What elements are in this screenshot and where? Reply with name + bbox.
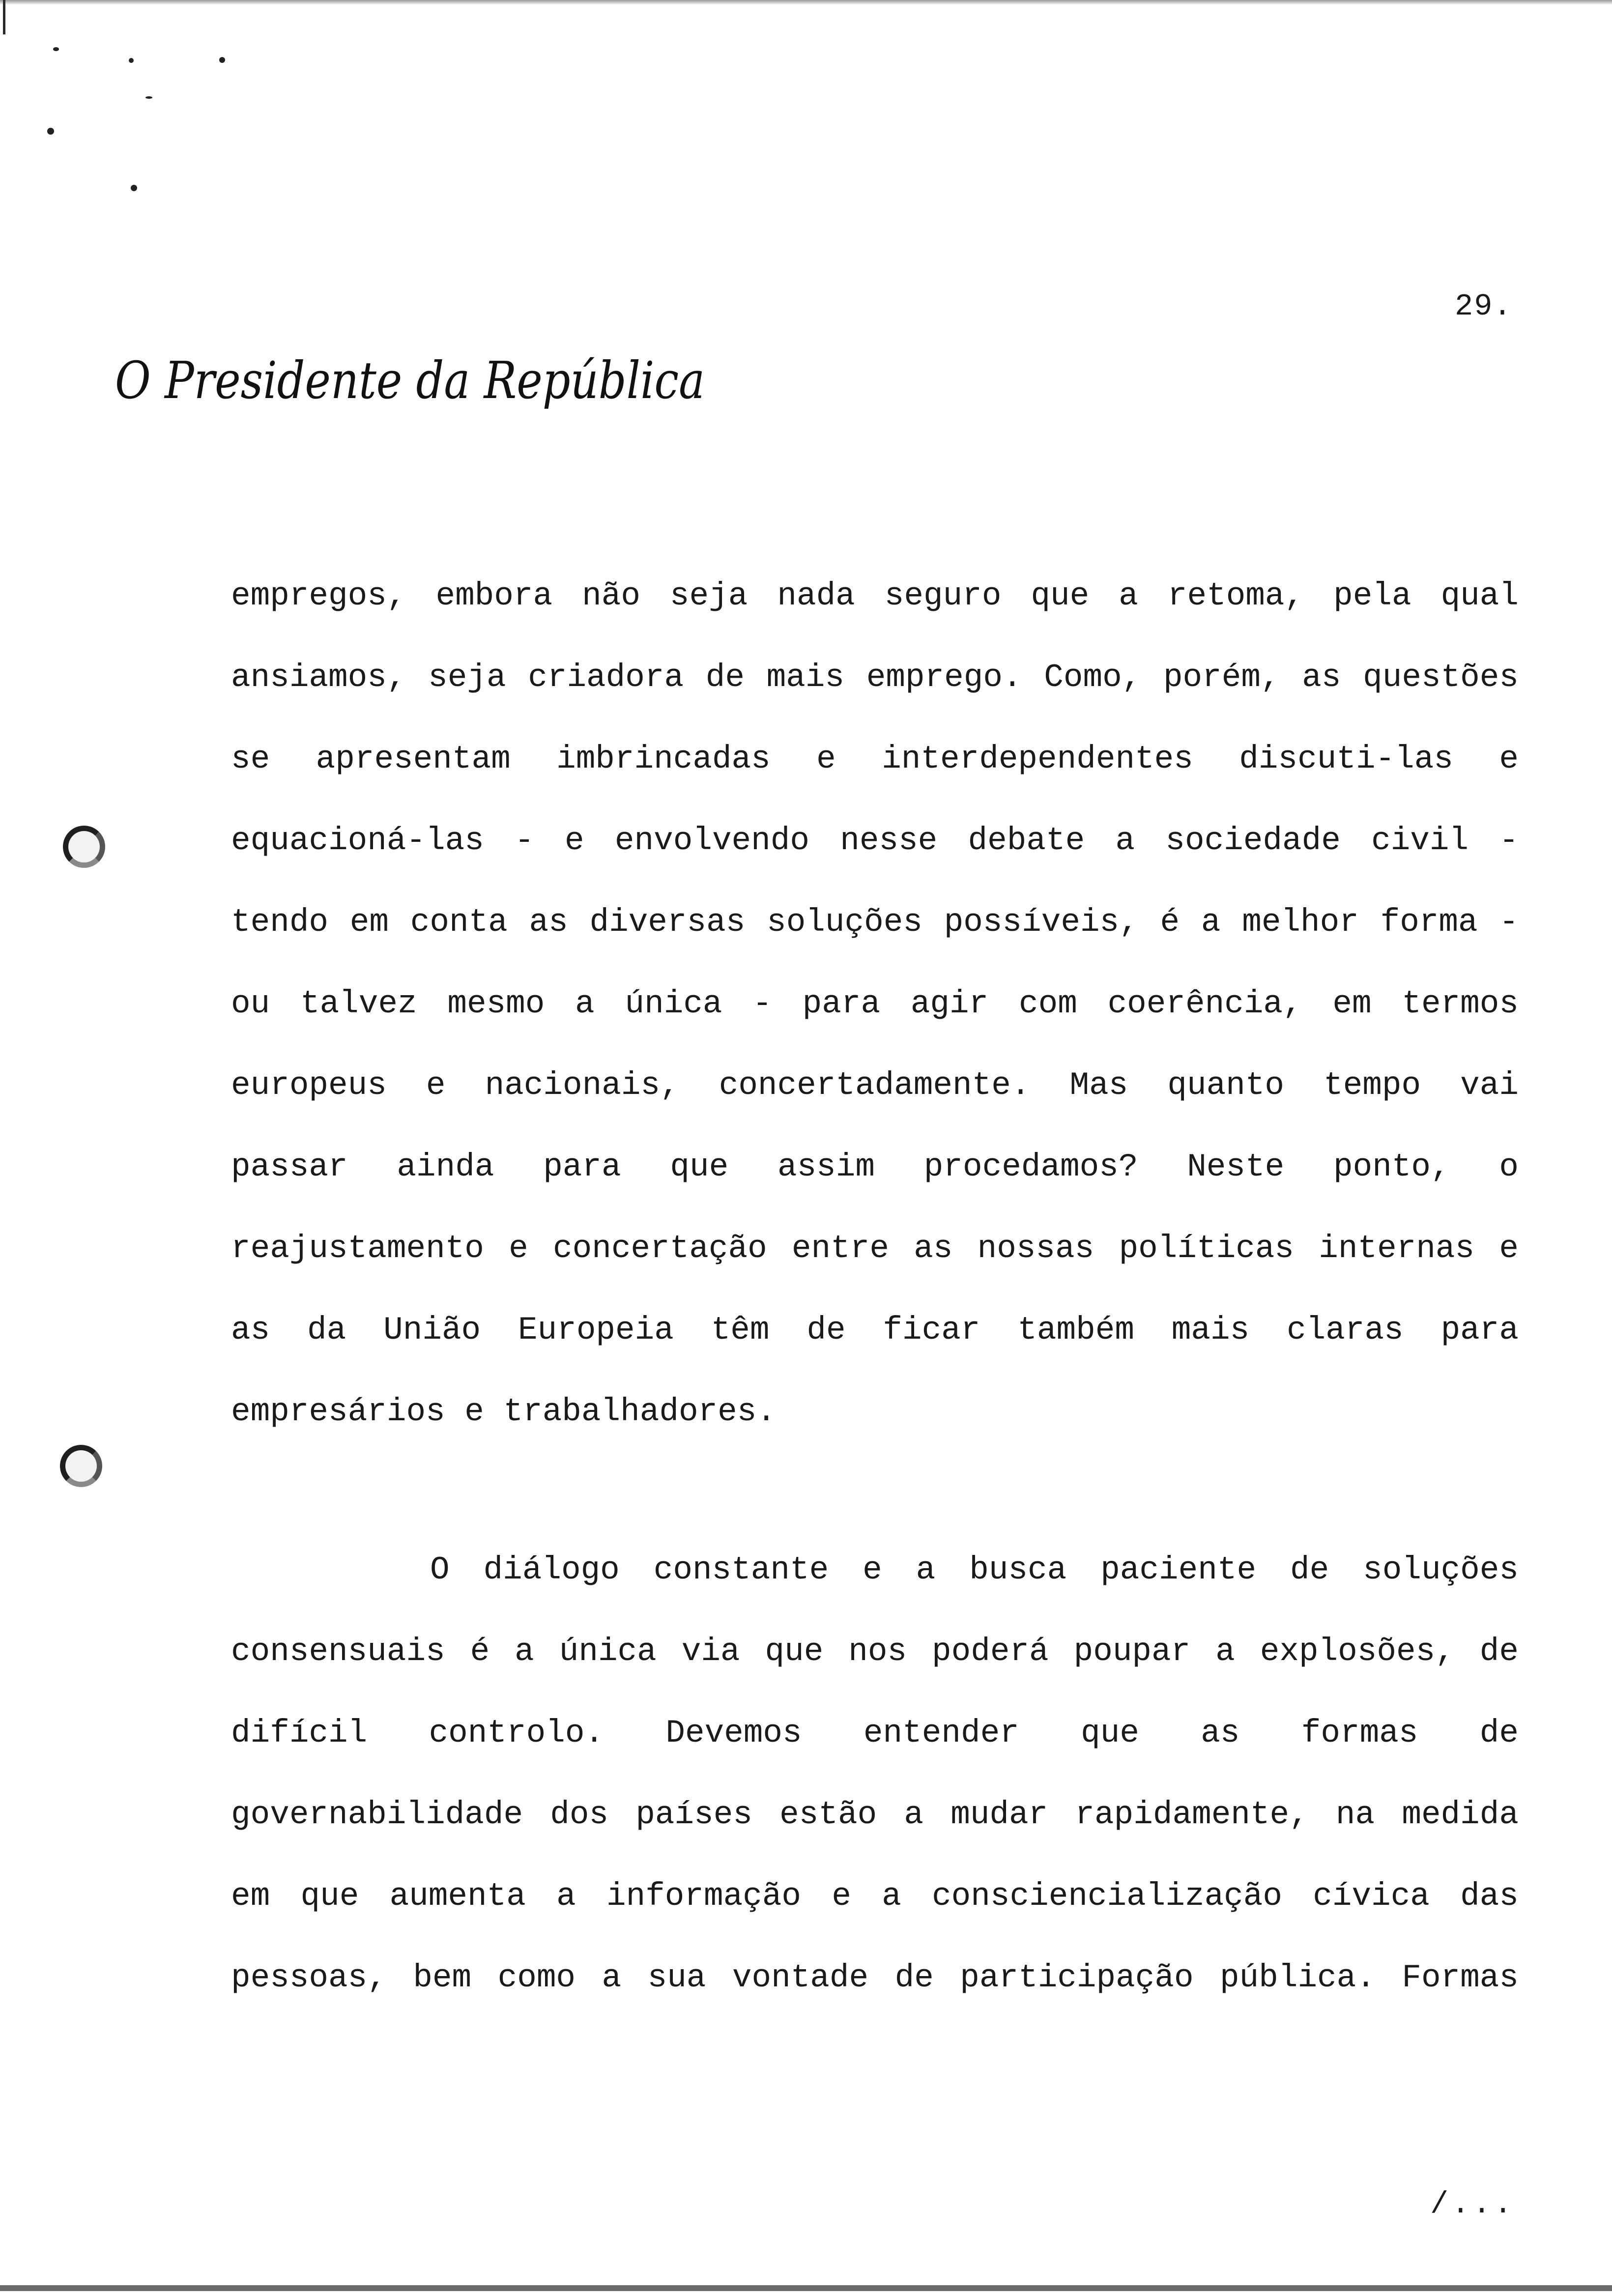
page-number: 29. bbox=[1455, 289, 1513, 324]
text-line: se apresentam imbrincadas e interdependentes discuti-las e bbox=[231, 741, 1519, 777]
scan-speck bbox=[131, 185, 137, 191]
text-line: em que aumenta a informação e a consciencialização cívica das bbox=[231, 1878, 1519, 1915]
text-line: equacioná-las - e envolvendo nesse debate a sociedade civil - bbox=[231, 822, 1519, 859]
text-line: passar ainda para que assim procedamos? Neste ponto, o bbox=[231, 1148, 1519, 1185]
scan-speck bbox=[53, 47, 59, 51]
punch-hole-top bbox=[63, 826, 105, 868]
scan-top-edge bbox=[0, 0, 1612, 5]
text-line: O diálogo constante e a busca paciente de soluções bbox=[430, 1551, 1519, 1588]
scan-speck bbox=[145, 96, 152, 99]
scan-left-edge bbox=[3, 0, 5, 34]
text-line: empregos, embora não seja nada seguro que a retoma, pela qual bbox=[231, 577, 1519, 614]
text-line: consensuais é a única via que nos poderá poupar a explosões, de bbox=[231, 1633, 1519, 1670]
letterhead-text: O Presidente da República bbox=[115, 350, 705, 410]
text-line: ansiamos, seja criadora de mais emprego. Como, porém, as questões bbox=[231, 659, 1519, 696]
text-line: as da União Europeia têm de ficar também mais claras para bbox=[231, 1312, 1519, 1349]
text-line: pessoas, bem como a sua vontade de participação pública. Formas bbox=[231, 1959, 1519, 1996]
scan-bottom-edge bbox=[0, 2285, 1612, 2291]
text-line: governabilidade dos países estão a mudar rapidamente, na medida bbox=[231, 1796, 1519, 1833]
letterhead bbox=[113, 334, 727, 432]
text-line: tendo em conta as diversas soluções possíveis, é a melhor forma - bbox=[231, 904, 1519, 941]
punch-hole-bottom bbox=[60, 1445, 102, 1487]
scan-speck bbox=[219, 57, 225, 63]
text-line: difícil controlo. Devemos entender que as formas de bbox=[231, 1715, 1519, 1751]
scan-speck bbox=[129, 58, 134, 63]
text-line: reajustamento e concertação entre as nossas políticas internas e bbox=[231, 1230, 1519, 1267]
body-paragraph-1 bbox=[231, 555, 1519, 1453]
text-line: empresários e trabalhadores. bbox=[231, 1393, 776, 1430]
scan-speck bbox=[47, 128, 54, 135]
text-line: europeus e nacionais, concertadamente. Mas quanto tempo vai bbox=[231, 1067, 1519, 1104]
continuation-mark: /... bbox=[1430, 2187, 1515, 2222]
body-paragraph-2 bbox=[231, 1529, 1519, 2019]
text-line: ou talvez mesmo a única - para agir com coerência, em termos bbox=[231, 985, 1519, 1022]
